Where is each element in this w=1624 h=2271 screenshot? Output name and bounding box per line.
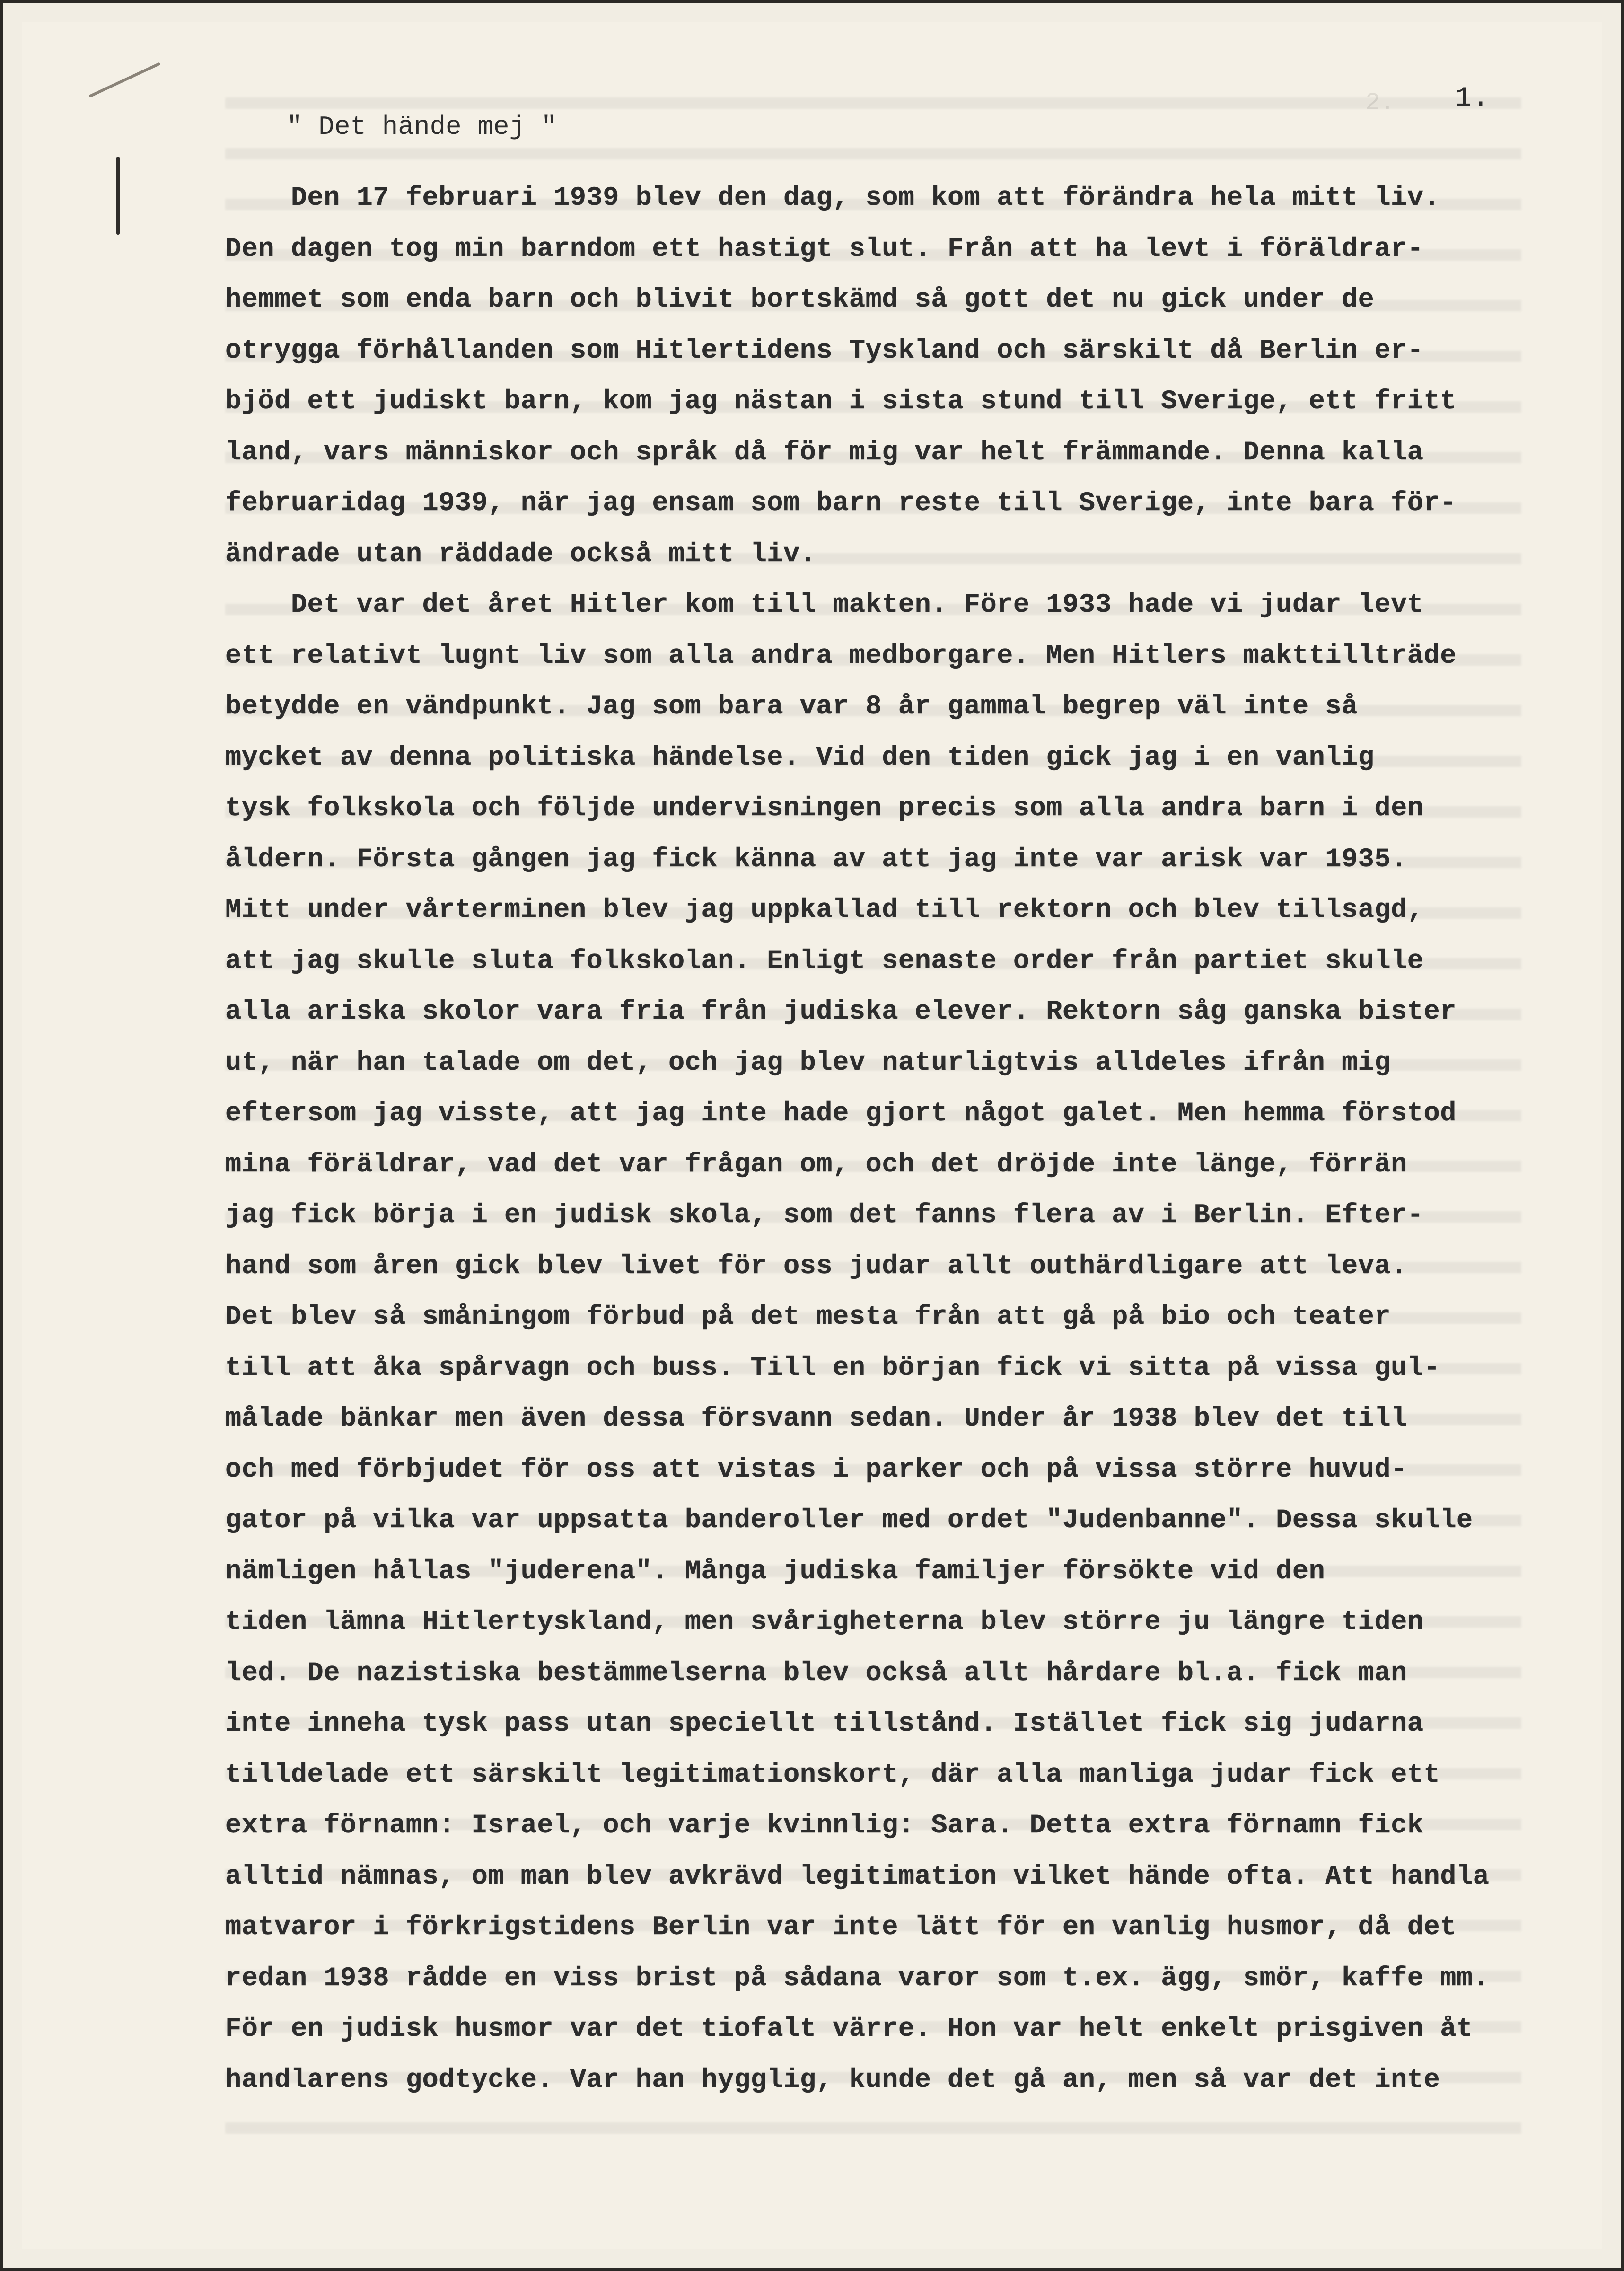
text-line: Mitt under vårterminen blev jag uppkallad till rektorn och blev tillsagd, — [225, 895, 1424, 925]
text-line: extra förnamn: Israel, och varje kvinnlig: Sara. Detta extra förnamn fick — [225, 1811, 1424, 1841]
text-line: hand som åren gick blev livet för oss judar allt outhärdligare att leva. — [225, 1251, 1407, 1282]
text-line: ut, när han talade om det, och jag blev naturligtvis alldeles ifrån mig — [225, 1047, 1391, 1078]
text-line: För en judisk husmor var det tiofalt värre. Hon var helt enkelt prisgiven åt — [225, 2014, 1473, 2044]
text-line: alla ariska skolor vara fria från judiska elever. Rektorn såg ganska bister — [225, 997, 1457, 1027]
text-line: Den 17 februari 1939 blev den dag, som kom att förändra hela mitt liv. — [225, 183, 1440, 213]
text-line: mycket av denna politiska händelse. Vid den tiden gick jag i en vanlig — [225, 742, 1375, 773]
text-line: tysk folkskola och följde undervisningen precis som alla andra barn i den — [225, 793, 1424, 824]
text-line: alltid nämnas, om man blev avkrävd legitimation vilket hände ofta. Att handla — [225, 1861, 1490, 1892]
text-line: land, vars människor och språk då för mig var helt främmande. Denna kalla — [225, 437, 1424, 468]
text-line: målade bänkar men även dessa försvann sedan. Under år 1938 blev det till — [225, 1404, 1407, 1434]
page-number: 1. — [1455, 83, 1490, 114]
text-line: ändrade utan räddade också mitt liv. — [225, 539, 816, 570]
text-line: handlarens godtycke. Var han hygglig, kunde det gå an, men så var det inte — [225, 2065, 1440, 2095]
text-line: till att åka spårvagn och buss. Till en början fick vi sitta på vissa gul- — [225, 1353, 1440, 1383]
text-line: och med förbjudet för oss att vistas i parker och på vissa större huvud- — [225, 1454, 1407, 1485]
text-line: bjöd ett judiskt barn, kom jag nästan i sista stund till Sverige, ett fritt — [225, 387, 1457, 417]
text-line: inte inneha tysk pass utan speciellt tillstånd. Istället fick sig judarna — [225, 1709, 1424, 1739]
text-line: mina föräldrar, vad det var frågan om, och det dröjde inte länge, förrän — [225, 1149, 1407, 1180]
margin-pencil-mark — [116, 157, 120, 235]
text-line: jag fick börja i en judisk skola, som det fanns flera av i Berlin. Efter- — [225, 1200, 1424, 1231]
text-line: betydde en vändpunkt. Jag som bara var 8 år gammal begrep väl inte så — [225, 692, 1358, 722]
text-line: otrygga förhållanden som Hitlertidens Tyskland och särskilt då Berlin er- — [225, 335, 1424, 366]
text-line: februaridag 1939, när jag ensam som barn reste till Sverige, inte bara för- — [225, 488, 1457, 519]
ghost-page-number: 2. — [1365, 89, 1395, 117]
text-line: gator på vilka var uppsatta banderoller med ordet "Judenbanne". Dessa skulle — [225, 1505, 1473, 1536]
text-line: att jag skulle sluta folkskolan. Enligt senaste order från partiet skulle — [225, 946, 1424, 977]
text-line: hemmet som enda barn och blivit bortskämd så gott det nu gick under de — [225, 285, 1375, 315]
text-line: tilldelade ett särskilt legitimationskort, där alla manliga judar fick ett — [225, 1760, 1440, 1790]
text-line: Den dagen tog min barndom ett hastigt slut. Från att ha levt i föräldrar- — [225, 234, 1424, 264]
text-line: åldern. Första gången jag fick känna av att jag inte var arisk var 1935. — [225, 844, 1407, 875]
text-line: Det blev så småningom förbud på det mesta från att gå på bio och teater — [225, 1302, 1391, 1332]
document-title: " Det hände mej " — [287, 112, 557, 142]
text-line: ett relativt lugnt liv som alla andra medborgare. Men Hitlers makttillträde — [225, 641, 1457, 671]
text-line: Det var det året Hitler kom till makten. Före 1933 hade vi judar levt — [225, 590, 1424, 620]
text-line: matvaror i förkrigstidens Berlin var inte lätt för en vanlig husmor, då det — [225, 1912, 1457, 1943]
text-line: redan 1938 rådde en viss brist på sådana varor som t.ex. ägg, smör, kaffe mm. — [225, 1963, 1490, 1994]
text-line: tiden lämna Hitlertyskland, men svårigheterna blev större ju längre tiden — [225, 1607, 1424, 1637]
text-line: led. De nazistiska bestämmelserna blev också allt hårdare bl.a. fick man — [225, 1658, 1407, 1689]
text-line: eftersom jag visste, att jag inte hade gjort något galet. Men hemma förstod — [225, 1099, 1457, 1129]
text-line: nämligen hållas "juderena". Många judiska familjer försökte vid den — [225, 1556, 1326, 1587]
typewritten-body — [225, 173, 1550, 2106]
